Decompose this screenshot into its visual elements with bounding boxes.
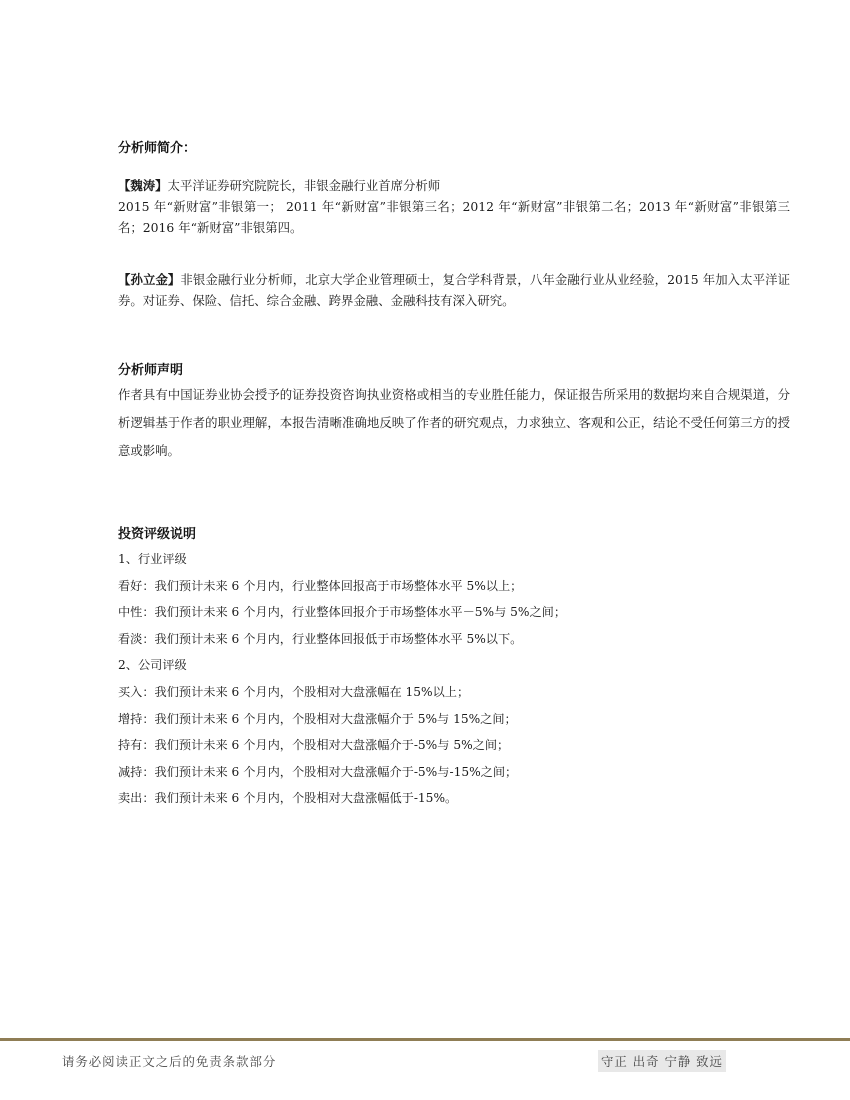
analyst-name: 【魏涛】 xyxy=(118,178,168,193)
list-item: 持有：我们预计未来 6 个月内，个股相对大盘涨幅介于-5%与 5%之间； xyxy=(118,738,510,753)
list-item: 买入：我们预计未来 6 个月内，个股相对大盘涨幅在 15%以上； xyxy=(118,684,470,699)
ratings-list xyxy=(118,546,790,812)
list-item: 中性：我们预计未来 6 个月内，行业整体回报介于市场整体水平－5%与 5%之间； xyxy=(118,605,567,620)
industry-rating-title: 1、行业评级 xyxy=(118,552,187,566)
list-item: 减持：我们预计未来 6 个月内，个股相对大盘涨幅介于-5%与-15%之间； xyxy=(118,764,518,779)
footer-divider xyxy=(0,1038,850,1041)
analyst-title: 太平洋证券研究院院长，非银金融行业首席分析师 xyxy=(167,178,441,193)
footer-motto: 守正 出奇 宁静 致远 xyxy=(598,1050,726,1072)
list-item: 增持：我们预计未来 6 个月内，个股相对大盘涨幅介于 5%与 15%之间； xyxy=(118,711,517,726)
ratings-heading: 投资评级说明 xyxy=(118,527,197,542)
list-item: 看淡：我们预计未来 6 个月内，行业整体回报低于市场整体水平 5%以下。 xyxy=(118,631,523,646)
footer-disclaimer: 请务必阅读正文之后的免责条款部分 xyxy=(62,1054,277,1069)
company-rating-title: 2、公司评级 xyxy=(118,658,187,673)
analyst-wei-tao xyxy=(118,175,790,238)
statement-text: 作者具有中国证券业协会授予的证券投资咨询执业资格或相当的专业胜任能力，保证报告所采用的数据均来自合规渠道，分析逻辑基于作者的职业理解，本报告清晰准确地反映了作者的研究观点，力求独立、客观和公正，结论不受任何第三方的授意或影响。 xyxy=(118,387,790,458)
list-item: 卖出：我们预计未来 6 个月内，个股相对大盘涨幅低于-15%。 xyxy=(118,791,458,806)
analyst-sun-lijin xyxy=(118,269,790,311)
analyst-awards: 2015 年“新财富”非银第一； 2011 年“新财富”非银第三名；2012 年“新财富”非银第二名；2013 年“新财富”非银第三名；2016 年“新财富”非银第四。 xyxy=(118,199,790,235)
analyst-name: 【孙立金】 xyxy=(118,272,181,287)
analyst-intro-heading: 分析师简介： xyxy=(118,141,197,156)
list-item: 看好：我们预计未来 6 个月内，行业整体回报高于市场整体水平 5%以上； xyxy=(118,578,523,593)
analyst-bio: 非银金融行业分析师，北京大学企业管理硕士，复合学科背景，八年金融行业从业经验，2015 年加入太平洋证券。对证券、保险、信托、综合金融、跨界金融、金融科技有深入研究。 xyxy=(118,272,790,308)
statement-heading: 分析师声明 xyxy=(118,363,184,378)
